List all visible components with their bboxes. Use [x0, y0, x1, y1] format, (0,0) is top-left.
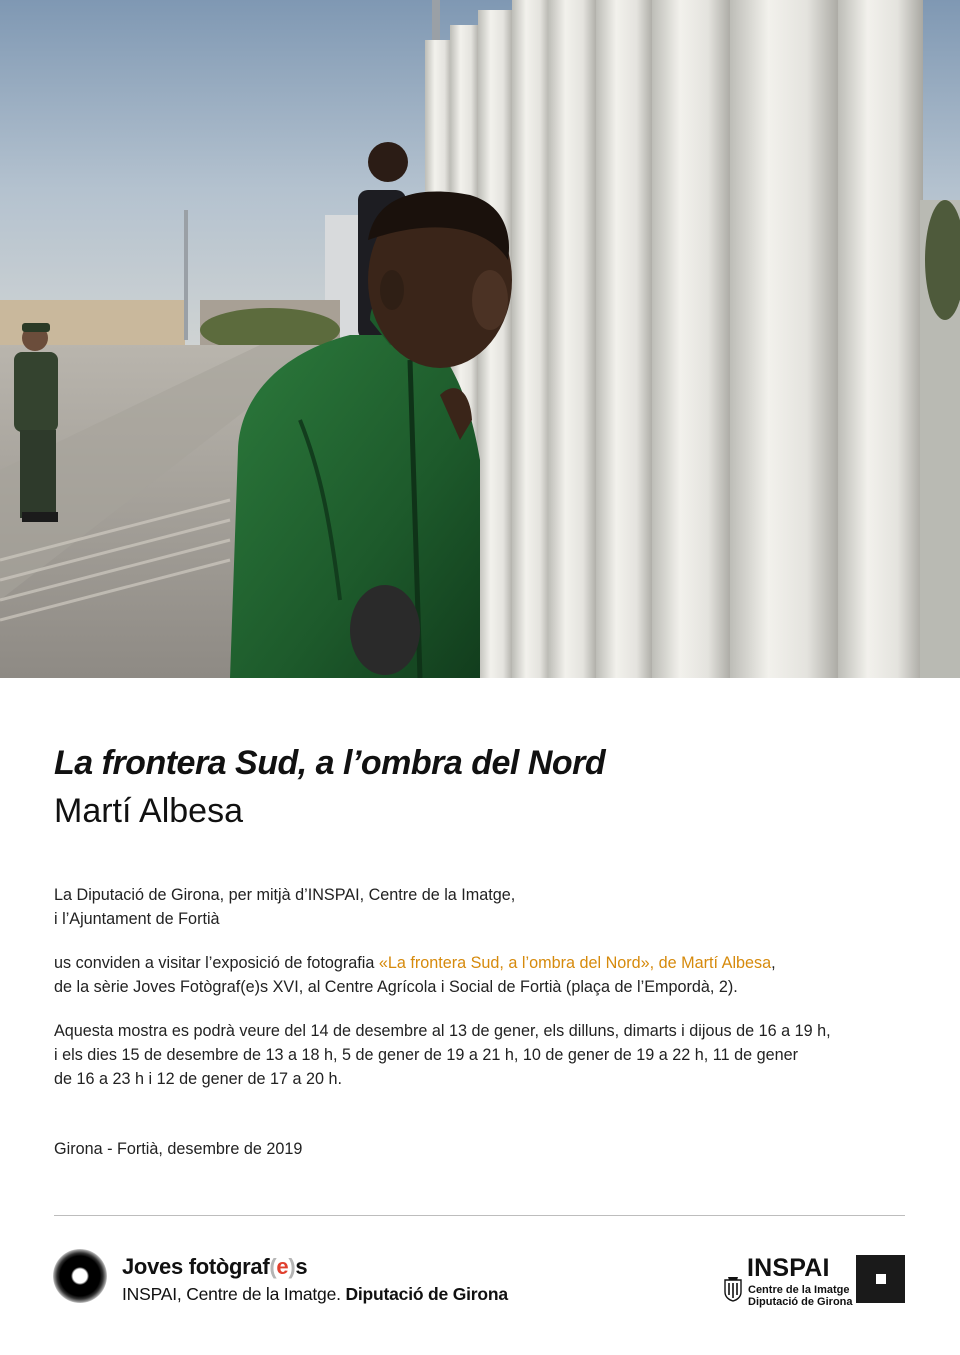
- jf-sub-regular: INSPAI, Centre de la Imatge.: [122, 1284, 346, 1304]
- paragraph-line: us conviden a visitar l’exposició de fotografia: [54, 954, 379, 972]
- paragraph-invitation: [54, 951, 914, 999]
- joves-fotografes-logo-icon: [53, 1249, 107, 1303]
- paragraph-line: i l’Ajuntament de Fortià: [54, 910, 220, 928]
- diputacio-crest-icon: [723, 1276, 743, 1302]
- paragraph-line: Aquesta mostra es podrà veure del 14 de desembre al 13 de gener, els dilluns, dimarts i dijous de 16 a 19 h,: [54, 1022, 831, 1040]
- highlighted-exhibition-name: «La frontera Sud, a l’ombra del Nord», de Martí Albesa: [378, 954, 772, 972]
- jf-paren-close: ): [288, 1254, 296, 1279]
- inspai-subtitle-line: Diputació de Girona: [748, 1296, 853, 1308]
- place-and-date: Girona - Fortià, desembre de 2019: [54, 1140, 303, 1158]
- footer-divider: [54, 1215, 905, 1216]
- jf-title-suffix: s: [295, 1254, 308, 1279]
- inspai-square-logo-icon: [856, 1255, 905, 1303]
- paragraph-organizers: [54, 883, 914, 931]
- exhibition-title: La frontera Sud, a l’ombra del Nord: [54, 744, 606, 782]
- inspai-logo-text: INSPAI: [747, 1254, 830, 1282]
- paragraph-line: ,: [771, 954, 776, 972]
- jf-e-letter: e: [276, 1254, 289, 1279]
- jf-title-text: Joves fotògraf: [122, 1254, 270, 1279]
- paragraph-line: de la sèrie Joves Fotògraf(e)s XVI, al Centre Agrícola i Social de Fortià (plaça de l’Empordà, 2).: [54, 978, 738, 996]
- paragraph-schedule: [54, 1019, 914, 1091]
- paragraph-line: i els dies 15 de desembre de 13 a 18 h, 5 de gener de 19 a 21 h, 10 de gener de 19 a 22 h, 11 de gener: [54, 1046, 798, 1064]
- jf-paren-open: (: [269, 1254, 277, 1279]
- paragraph-line: La Diputació de Girona, per mitjà d’INSPAI, Centre de la Imatge,: [54, 886, 516, 904]
- author-name: Martí Albesa: [54, 792, 243, 830]
- inspai-square-dot: [876, 1274, 886, 1284]
- jf-sub-bold: Diputació de Girona: [345, 1284, 508, 1304]
- joves-fotografes-title: [122, 1254, 307, 1280]
- inspai-subtitle-line: Centre de la Imatge: [748, 1284, 850, 1296]
- paragraph-line: de 16 a 23 h i 12 de gener de 17 a 20 h.: [54, 1070, 343, 1088]
- joves-fotografes-subtitle: [122, 1284, 508, 1305]
